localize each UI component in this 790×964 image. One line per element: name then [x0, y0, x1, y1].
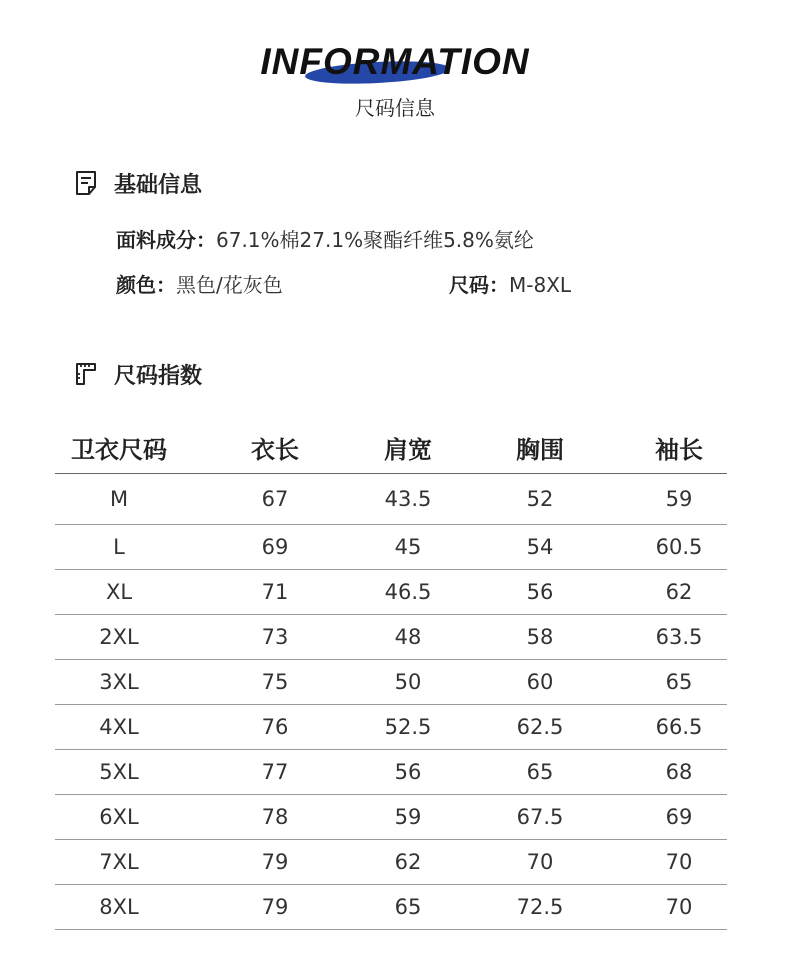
size-chart-title: 尺码指数 [114, 363, 203, 389]
page-header [0, 40, 790, 130]
sleeve-cell: 65 [631, 659, 727, 704]
chest-cell: 60 [449, 659, 631, 704]
sleeve-cell: 60.5 [631, 524, 727, 569]
shoulder-cell: 46.5 [367, 569, 449, 614]
chest-cell: 67.5 [449, 794, 631, 839]
size-cell: 8XL [55, 884, 183, 929]
size-cell: 3XL [55, 659, 183, 704]
sleeve-cell: 59 [631, 473, 727, 524]
column-header-shoulder: 肩宽 [367, 423, 449, 473]
shoulder-cell: 48 [367, 614, 449, 659]
size-cell: XL [55, 569, 183, 614]
shoulder-cell: 56 [367, 749, 449, 794]
column-header-sleeve: 袖长 [631, 423, 727, 473]
size-cell: M [55, 473, 183, 524]
shoulder-cell: 52.5 [367, 704, 449, 749]
size-cell: 4XL [55, 704, 183, 749]
chest-cell: 54 [449, 524, 631, 569]
table-header-row [55, 423, 727, 473]
table-row [55, 569, 727, 614]
shoulder-cell: 45 [367, 524, 449, 569]
table-row [55, 524, 727, 569]
size-cell: 5XL [55, 749, 183, 794]
table-row [55, 884, 727, 929]
sleeve-cell: 68 [631, 749, 727, 794]
chest-cell: 52 [449, 473, 631, 524]
fabric-label: 面料成分： [116, 228, 216, 252]
length-cell: 73 [183, 614, 367, 659]
table-row [55, 659, 727, 704]
size-cell: L [55, 524, 183, 569]
shoulder-cell: 59 [367, 794, 449, 839]
shoulder-cell: 50 [367, 659, 449, 704]
table-row [55, 614, 727, 659]
color-row [116, 271, 283, 299]
table-row [55, 839, 727, 884]
size-range-value: M-8XL [509, 273, 572, 297]
column-header-chest: 胸围 [449, 423, 631, 473]
shoulder-cell: 62 [367, 839, 449, 884]
length-cell: 69 [183, 524, 367, 569]
chest-cell: 58 [449, 614, 631, 659]
length-cell: 76 [183, 704, 367, 749]
chest-cell: 70 [449, 839, 631, 884]
table-row [55, 794, 727, 839]
size-range-label: 尺码： [449, 273, 509, 297]
basic-info-title: 基础信息 [114, 172, 203, 198]
sleeve-cell: 63.5 [631, 614, 727, 659]
sleeve-cell: 69 [631, 794, 727, 839]
table-row [55, 473, 727, 524]
shoulder-cell: 65 [367, 884, 449, 929]
sleeve-cell: 70 [631, 884, 727, 929]
fabric-value: 67.1%棉27.1%聚酯纤维5.8%氨纶 [216, 228, 534, 252]
column-header-size: 卫衣尺码 [55, 423, 183, 473]
size-cell: 2XL [55, 614, 183, 659]
sleeve-cell: 62 [631, 569, 727, 614]
length-cell: 75 [183, 659, 367, 704]
color-value: 黑色/花灰色 [176, 273, 283, 297]
chest-cell: 62.5 [449, 704, 631, 749]
chest-cell: 65 [449, 749, 631, 794]
length-cell: 79 [183, 884, 367, 929]
size-chart-heading [74, 359, 202, 389]
table-row [55, 704, 727, 749]
length-cell: 67 [183, 473, 367, 524]
title-wrap [0, 40, 790, 84]
basic-info-heading [74, 168, 202, 198]
sleeve-cell: 70 [631, 839, 727, 884]
sleeve-cell: 66.5 [631, 704, 727, 749]
length-cell: 77 [183, 749, 367, 794]
length-cell: 71 [183, 569, 367, 614]
fabric-row [116, 226, 534, 254]
table-row [55, 749, 727, 794]
chest-cell: 56 [449, 569, 631, 614]
size-table [55, 423, 727, 930]
size-cell: 6XL [55, 794, 183, 839]
size-cell: 7XL [55, 839, 183, 884]
length-cell: 78 [183, 794, 367, 839]
column-header-length: 衣长 [183, 423, 367, 473]
chest-cell: 72.5 [449, 884, 631, 929]
page-title: INFORMATION [260, 41, 530, 82]
length-cell: 79 [183, 839, 367, 884]
shoulder-cell: 43.5 [367, 473, 449, 524]
ruler-icon [74, 361, 98, 387]
page-subtitle: 尺码信息 [355, 96, 435, 120]
document-icon [74, 170, 98, 196]
color-label: 颜色： [116, 273, 176, 297]
size-range-row [449, 271, 571, 299]
